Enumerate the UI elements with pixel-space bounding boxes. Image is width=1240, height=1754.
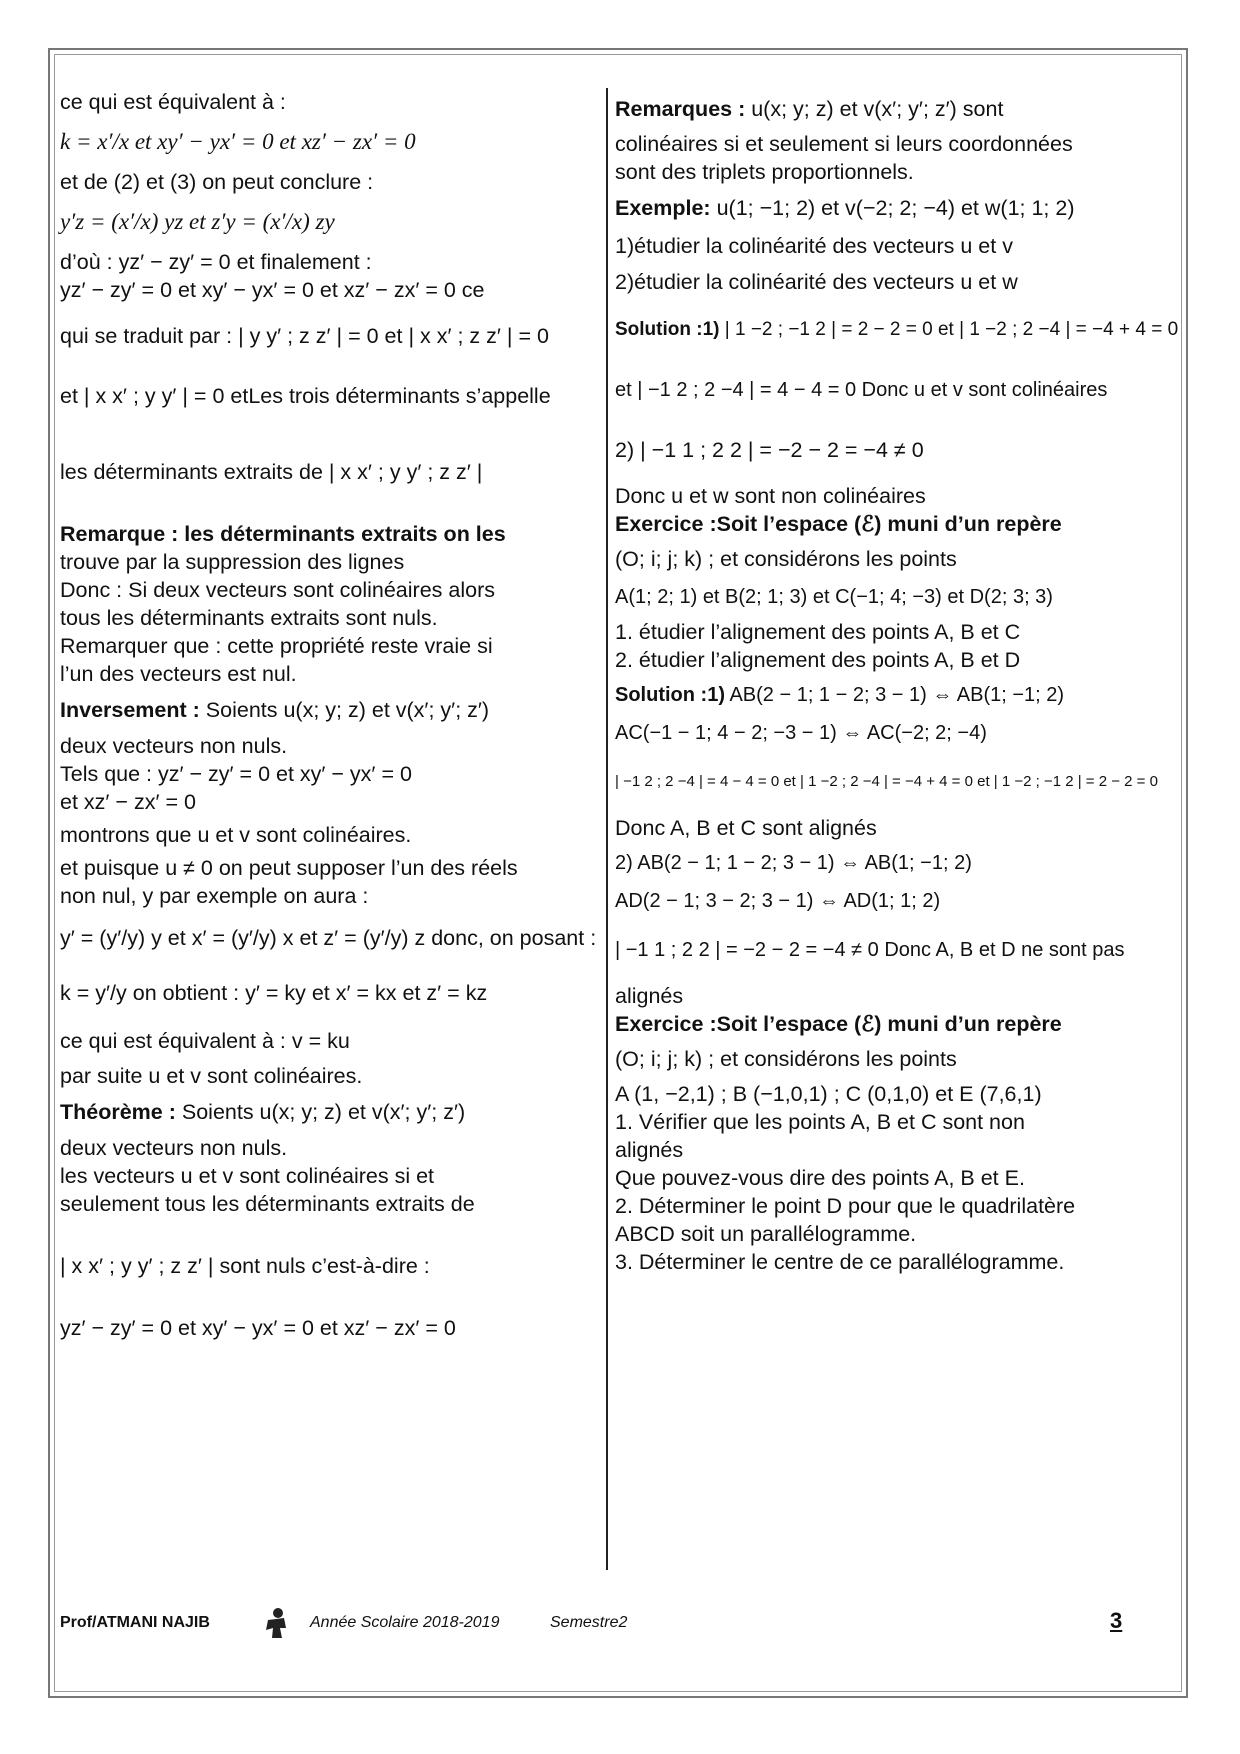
determinant-line: qui se traduit par : | y y′ ; z z′ | = 0 et | x x′ ; z z′ | = 0 [60, 324, 549, 348]
text-line: seulement tous les déterminants extraits de [60, 1192, 475, 1216]
solution-line: Solution :1) | 1 −2 ; −1 2 | = 2 − 2 = 0 et | 1 −2 ; 2 −4 | = −4 + 4 = 0 [615, 319, 1179, 340]
text-line: deux vecteurs non nuls. [60, 1136, 288, 1160]
page-footer [60, 1608, 1123, 1640]
right-column [615, 88, 1179, 1276]
math-line: k = y′/y on obtient : y′ = ky et x′ = kx et z′ = kz [60, 981, 488, 1005]
text-line: Donc A, B et C sont alignés [615, 816, 877, 840]
text-line: d’où : yz′ − zy′ = 0 et finalement : [60, 250, 372, 274]
text-line: 1. Vérifier que les points A, B et C sont non [615, 1110, 1025, 1134]
theoreme-line: Théorème : Soients u(x; y; z) et v(x′; y′; z′) [60, 1100, 466, 1124]
text-line: alignés [615, 1138, 684, 1162]
math-line: AD(2 − 1; 3 − 2; 3 − 1) ⇔ AD(1; 1; 2) [615, 890, 941, 912]
determinant-line: | −1 2 ; 2 −4 | = 4 − 4 = 0 et | 1 −2 ; 2 −4 | = −4 + 4 = 0 et | 1 −2 ; −1 2 | = 2 − 2 = 0 [615, 773, 1158, 790]
text-line: Donc : Si deux vecteurs sont colinéaires alors [60, 578, 495, 602]
text-line: colinéaires si et seulement si leurs coordonnées [615, 132, 1073, 156]
exercice-heading: Exercice :Soit l’espace (ℰ) muni d’un repère [615, 512, 1062, 536]
text-line: 1)étudier la colinéarité des vecteurs u et v [615, 234, 1013, 258]
text-line: yz′ − zy′ = 0 et xy′ − yx′ = 0 et xz′ − zx′ = 0 ce [60, 278, 485, 302]
footer-author: Prof/ATMANI NAJIB [60, 1614, 210, 1631]
math-line: y′ = (y′/y) y et x′ = (y′/y) x et z′ = (y′/y) z donc, on posant : [60, 926, 597, 950]
author-figure-icon [258, 1606, 292, 1645]
exercice-heading: Exercice :Soit l’espace (ℰ) muni d’un repère [615, 1012, 1062, 1036]
math-line: y′z = (x′/x) yz et z′y = (x′/x) zy [60, 209, 335, 234]
footer-year: Année Scolaire 2018-2019 [310, 1614, 500, 1631]
keyword-label: Inversement : [60, 698, 200, 722]
text-line: yz′ − zy′ = 0 et xy′ − yx′ = 0 et xz′ − zx′ = 0 [60, 1316, 456, 1340]
footer-semester: Semestre2 [550, 1614, 628, 1631]
text-line: 2. étudier l’alignement des points A, B et D [615, 648, 1021, 672]
keyword-label: Théorème : [60, 1100, 176, 1124]
exemple-line: Exemple: u(1; −1; 2) et v(−2; 2; −4) et w(1; 1; 2) [615, 196, 1075, 220]
remarque-heading: Remarque : les déterminants extraits on les [60, 522, 506, 546]
math-line: AC(−1 − 1; 4 − 2; −3 − 1) ⇔ AC(−2; 2; −4) [615, 722, 987, 744]
left-column [60, 88, 595, 1342]
text-line: 1. étudier l’alignement des points A, B et C [615, 620, 1021, 644]
text-line: par suite u et v sont colinéaires. [60, 1064, 363, 1088]
repere-line: (O; i; j; k) ; et considérons les points [615, 547, 957, 571]
keyword-label: Remarques : [615, 97, 746, 121]
text-line: ce qui est équivalent à : [60, 90, 286, 114]
inversement-line: Inversement : Soients u(x; y; z) et v(x′; y′; z′) [60, 698, 490, 722]
text-line: et de (2) et (3) on peut conclure : [60, 170, 374, 194]
text-line: 3. Déterminer le centre de ce parallélogramme. [615, 1250, 1065, 1274]
solution-line: Solution :1) AB(2 − 1; 1 − 2; 3 − 1) ⇔ AB(1; −1; 2) [615, 684, 1065, 706]
text-line: et puisque u ≠ 0 on peut supposer l’un des réels [60, 856, 518, 880]
text-line: Donc u et w sont non colinéaires [615, 484, 926, 508]
determinant-line: 2) | −1 1 ; 2 2 | = −2 − 2 = −4 ≠ 0 [615, 438, 924, 462]
points-line: A(1; 2; 1) et B(2; 1; 3) et C(−1; 4; −3) et D(2; 3; 3) [615, 586, 1053, 608]
text-line: non nul, y par exemple on aura : [60, 884, 369, 908]
text-line: l’un des vecteurs est nul. [60, 662, 297, 686]
text-line: Tels que : yz′ − zy′ = 0 et xy′ − yx′ = 0 [60, 762, 412, 786]
remarques-line: Remarques : u(x; y; z) et v(x′; y′; z′) sont [615, 97, 1004, 121]
math-line: 2) AB(2 − 1; 1 − 2; 3 − 1) ⇔ AB(1; −1; 2) [615, 852, 972, 874]
determinant-line: et | x x′ ; y y′ | = 0 etLes trois déterminants s’appelle [60, 384, 551, 408]
text-line: ABCD soit un parallélogramme. [615, 1222, 917, 1246]
column-divider [606, 88, 608, 1570]
keyword-label: Exemple: [615, 196, 711, 220]
math-line: k = x′/x et xy′ − yx′ = 0 et xz′ − zx′ = 0 [60, 129, 416, 154]
text-line: Remarquer que : cette propriété reste vraie si [60, 634, 493, 658]
text-line: tous les déterminants extraits sont nuls. [60, 606, 438, 630]
repere-line: (O; i; j; k) ; et considérons les points [615, 1047, 957, 1071]
keyword-label: Solution :1) [615, 319, 720, 340]
text-line: trouve par la suppression des lignes [60, 550, 405, 574]
text-line: 2)étudier la colinéarité des vecteurs u et w [615, 270, 1018, 294]
text-line: les vecteurs u et v sont colinéaires si et [60, 1164, 435, 1188]
determinant-line: | x x′ ; y y′ ; z z′ | sont nuls c’est-à-dire : [60, 1254, 430, 1278]
text-line: alignés [615, 984, 684, 1008]
text-line: montrons que u et v sont colinéaires. [60, 823, 412, 847]
text-line: deux vecteurs non nuls. [60, 734, 288, 758]
text-line: sont des triplets proportionnels. [615, 160, 914, 184]
keyword-label: Solution :1) [615, 684, 725, 706]
text-line: A (1, −2,1) ; B (−1,0,1) ; C (0,1,0) et E (7,6,1) [615, 1082, 1042, 1106]
determinant-line: les déterminants extraits de | x x′ ; y y′ ; z z′ | [60, 460, 483, 484]
math-line: ce qui est équivalent à : v = ku [60, 1029, 350, 1053]
text-line: 2. Déterminer le point D pour que le quadrilatère [615, 1194, 1076, 1218]
text-line: et xz′ − zx′ = 0 [60, 790, 196, 814]
text-line: Que pouvez-vous dire des points A, B et E. [615, 1166, 1025, 1190]
determinant-line: | −1 1 ; 2 2 | = −2 − 2 = −4 ≠ 0 Donc A, B et D ne sont pas [615, 939, 1125, 961]
determinant-line: et | −1 2 ; 2 −4 | = 4 − 4 = 0 Donc u et v sont colinéaires [615, 379, 1108, 401]
page-number: 3 [1110, 1608, 1123, 1633]
